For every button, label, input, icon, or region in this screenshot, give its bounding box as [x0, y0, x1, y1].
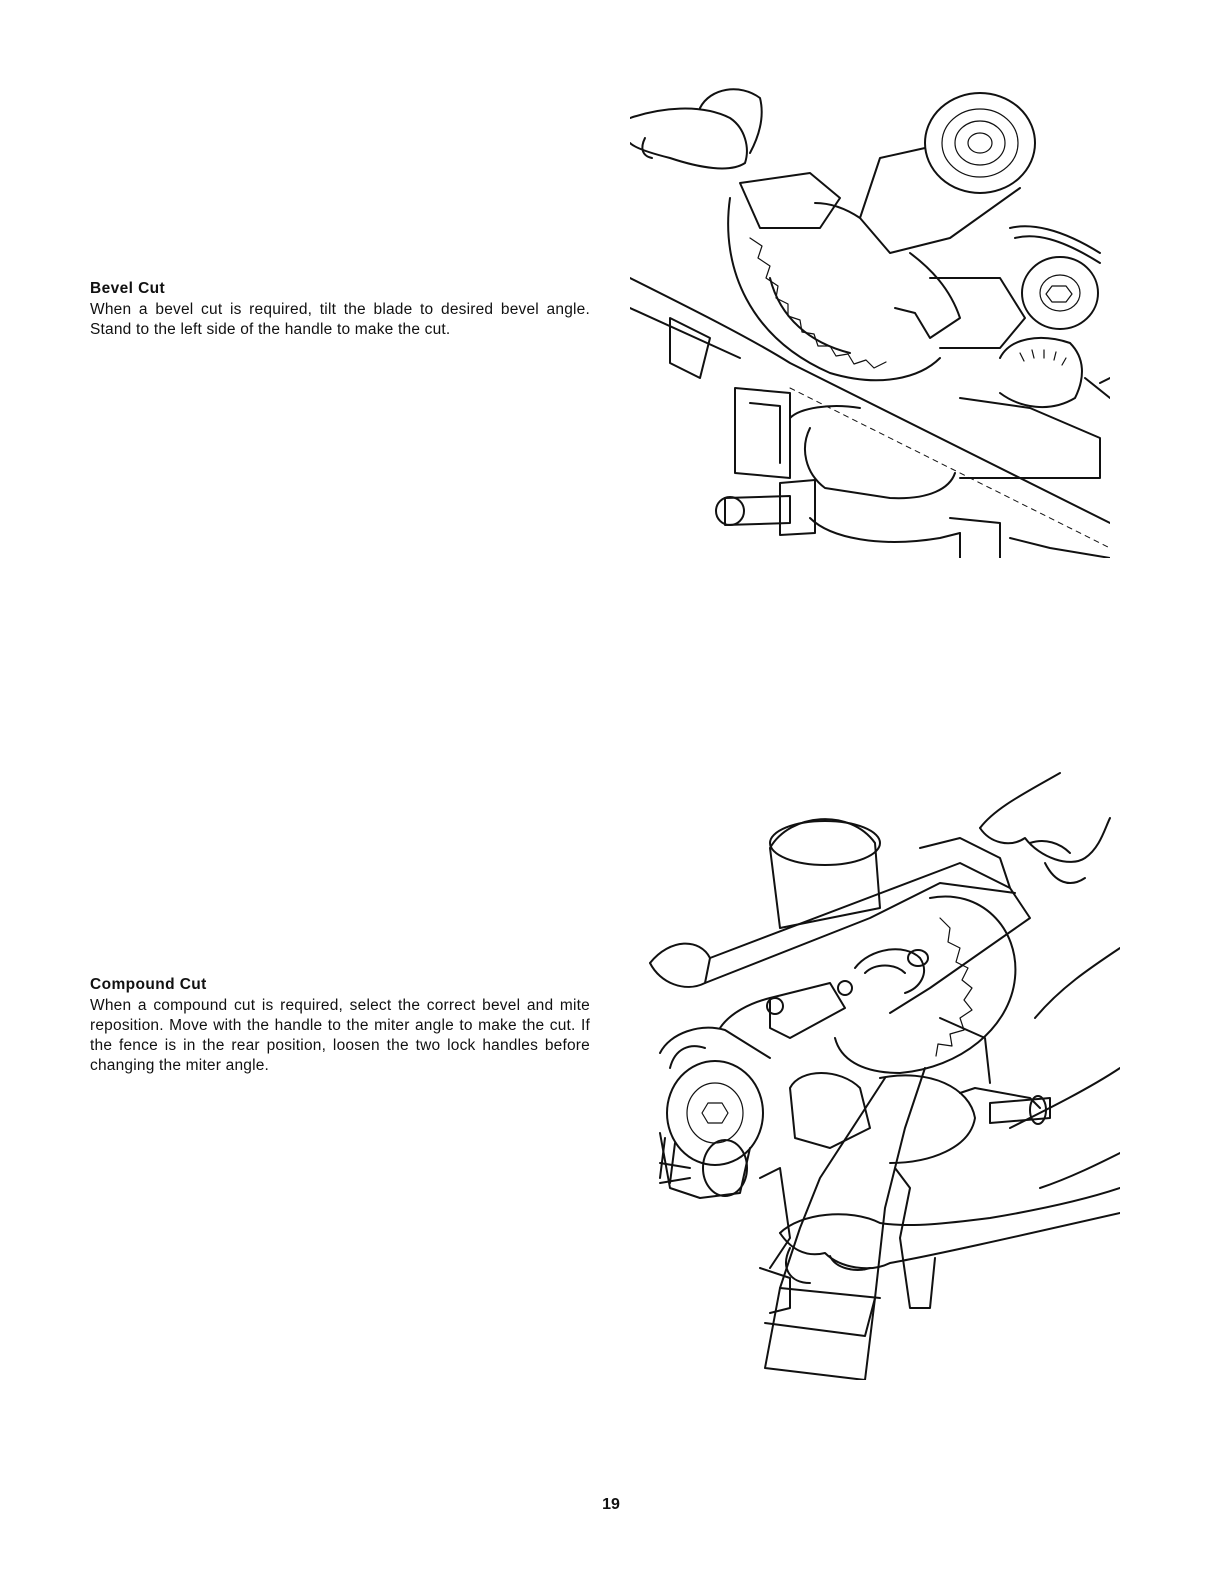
- page-number: 19: [602, 1496, 620, 1513]
- compound-cut-illustration: [630, 768, 1120, 1380]
- bevel-cut-body: When a bevel cut is required, tilt the blade to desired bevel angle. Stand to the left side of the handle to make the cut.: [90, 301, 590, 338]
- bevel-cut-section: [90, 280, 590, 340]
- miter-saw-bevel-drawing: [630, 78, 1110, 558]
- compound-cut-section: [90, 976, 590, 1076]
- compound-cut-heading: Compound Cut: [90, 976, 207, 993]
- compound-cut-body: When a compound cut is required, select the correct bevel and mite reposition. Move with the handle to the miter angle to make the cut. If the fence is in the rear position, loosen the two lock handles before changing the miter angle.: [90, 997, 590, 1074]
- bevel-cut-illustration: [630, 78, 1110, 558]
- miter-saw-compound-drawing: [630, 768, 1120, 1380]
- bevel-cut-heading: Bevel Cut: [90, 280, 166, 297]
